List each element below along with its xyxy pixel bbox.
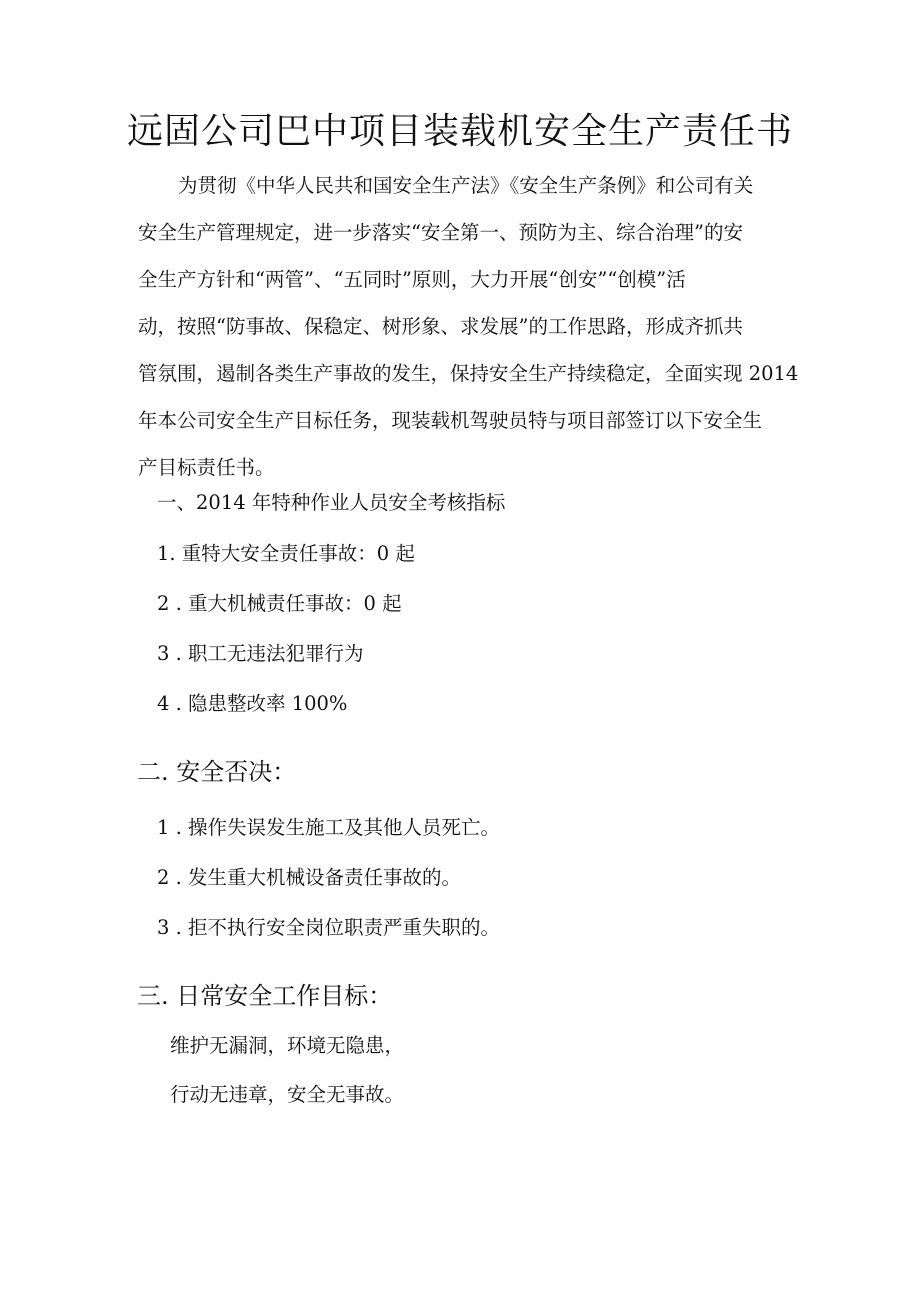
section3-heading: 三. 日常安全工作目标： [137,982,393,1010]
section3-line: 维护无漏洞，环境无隐患， [170,1034,405,1057]
section1-heading: 一、2014 年特种作业人员安全考核指标 [157,491,506,514]
intro-line: 产目标责任书。 [138,456,275,479]
intro-line: 管氛围，遏制各类生产事故的发生，保持安全生产持续稳定，全面实现 2014 [138,362,799,385]
section1-item: 2 . 重大机械责任事故：0 起 [157,592,402,615]
section2-item: 2 . 发生重大机械设备责任事故的。 [157,866,462,889]
section2-heading: 二. 安全否决： [137,758,297,786]
section2-item: 3 . 拒不执行安全岗位职责严重失职的。 [157,916,501,939]
document-title: 远固公司巴中项目装载机安全生产责任书 [126,111,793,152]
section3-line: 行动无违章，安全无事故。 [170,1083,405,1106]
intro-line: 安全生产管理规定，进一步落实“安全第一、预防为主、综合治理”的安 [138,221,743,244]
section1-item: 1. 重特大安全责任事故：0 起 [157,542,415,565]
intro-line: 为贯彻《中华人民共和国安全生产法》《安全生产条例》和公司有关 [178,174,754,197]
section1-item: 4 . 隐患整改率 100% [157,692,348,715]
intro-line: 全生产方针和“两管”、“五同时”原则，大力开展“创安”“创模”活 [138,268,686,291]
section1-item: 3 . 职工无违法犯罪行为 [157,642,364,665]
intro-line: 动，按照“防事故、保稳定、树形象、求发展”的工作思路，形成齐抓共 [138,315,743,338]
section2-item: 1 . 操作失误发生施工及其他人员死亡。 [157,816,501,839]
intro-line: 年本公司安全生产目标任务，现装载机驾驶员特与项目部签订以下安全生 [138,409,763,432]
